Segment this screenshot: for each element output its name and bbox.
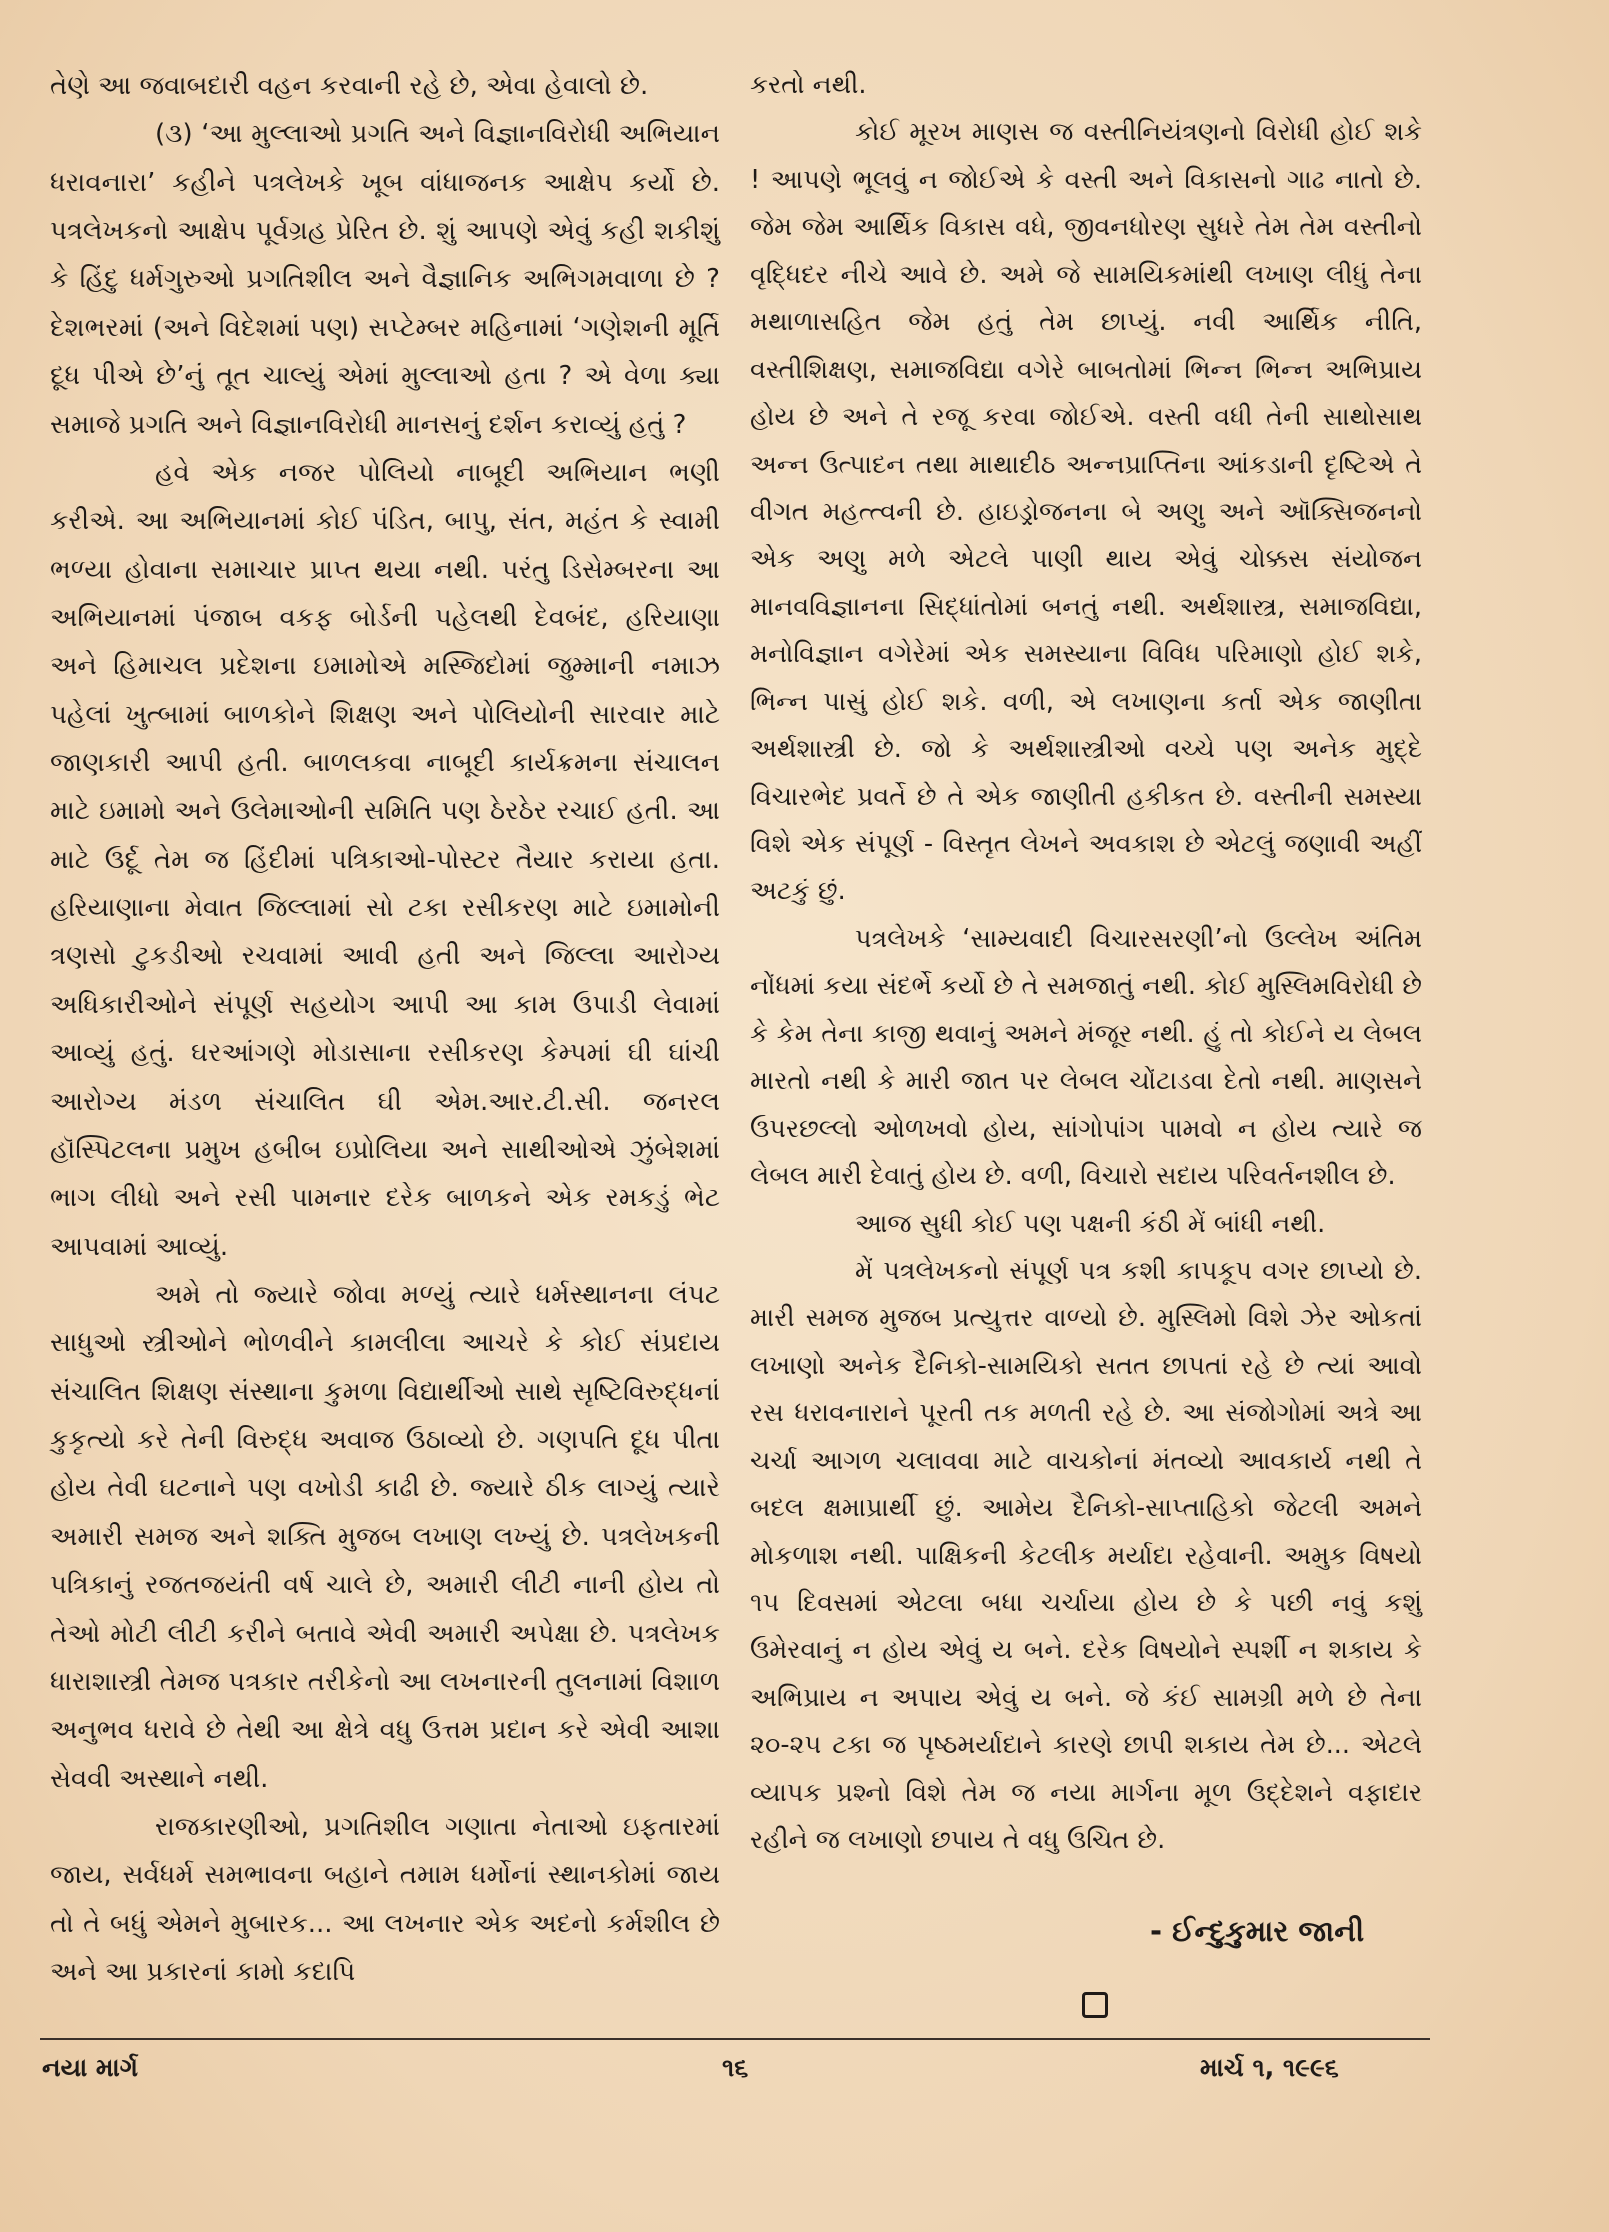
paragraph: અમે તો જ્યારે જોવા મળ્યું ત્યારે ધર્મસ્થાનના લંપટ સાધુઓ સ્ત્રીઓને ભોળવીને કામલીલા આચરે કે કોઈ સંપ્રદાય સંચાલિત શિક્ષણ સંસ્થાના કુમળા વિદ્યાર્થીઓ સાથે સૃષ્ટિવિરુદ્ધનાં કુકૃત્યો કરે તેની વિરુદ્ધ અવાજ ઉઠાવ્યો છે. ગણપતિ દૂધ પીતા હોય તેવી ઘટનાને પણ વખોડી કાઢી છે. જ્યારે ઠીક લાગ્યું ત્યારે અમારી સમજ અને શક્તિ મુજબ લખાણ લખ્યું છે. પત્રલેખકની પત્રિકાનું રજતજયંતી વર્ષ ચાલે છે, અમારી લીટી નાની હોય તો તેઓ મોટી લીટી કરીને બતાવે એવી અમારી અપેક્ષા છે. પત્રલેખક ધારાશાસ્ત્રી તેમજ પત્રકાર તરીકેનો આ લખનારની તુલનામાં વિશાળ અનુભવ ધરાવે છે તેથી આ ક્ષેત્રે વધુ ઉત્તમ પ્રદાન કરે એવી આશા સેવવી અસ્થાને નથી. <box>50 1279 720 1794</box>
footer-publication: નયા માર્ગ <box>42 2053 138 2082</box>
author-signature: - ઈન્દુકુમાર જાની <box>1150 1914 1365 1948</box>
end-mark-icon <box>1082 1992 1108 2018</box>
paragraph: હવે એક નજર પોલિયો નાબૂદી અભિયાન ભણી કરીએ. આ અભિયાનમાં કોઈ પંડિત, બાપુ, સંત, મહંત કે સ્વામી ભળ્યા હોવાના સમાચાર પ્રાપ્ત થયા નથી. પરંતુ ડિસેમ્બરના આ અભિયાનમાં પંજાબ વકફ બોર્ડની પહેલથી દેવબંદ, હરિયાણા અને હિમાચલ પ્રદેશના ઇમામોએ મસ્જિદોમાં જુમ્માની નમાઝ પહેલાં ખુત્બામાં બાળકોને શિક્ષણ અને પોલિયોની સારવાર માટે જાણકારી આપી હતી. બાળલકવા નાબૂદી કાર્યક્રમના સંચાલન માટે ઇમામો અને ઉલેમાઓની સમિતિ પણ ઠેરઠેર રચાઈ હતી. આ માટે ઉર્દૂ તેમ જ હિંદીમાં પત્રિકાઓ-પોસ્ટર તૈયાર કરાયા હતા. હરિયાણાના મેવાત જિલ્લામાં સો ટકા રસીકરણ માટે ઇમામોની ત્રણસો ટુકડીઓ રચવામાં આવી હતી અને જિલ્લા આરોગ્ય અધિકારીઓને સંપૂર્ણ સહયોગ આપી આ કામ ઉપાડી લેવામાં આવ્યું હતું. ઘરઆંગણે મોડાસાના રસીકરણ કેમ્પમાં ઘી ઘાંચી આરોગ્ય મંડળ સંચાલિત ઘી એમ.આર.ટી.સી. જનરલ હૉસ્પિટલના પ્રમુખ હબીબ ઇપ્રોલિયા અને સાથીઓએ ઝુંબેશમાં ભાગ લીધો અને રસી પામનાર દરેક બાળકને એક રમકડું ભેટ આપવામાં આવ્યું. <box>50 457 720 1262</box>
paragraph: રાજકારણીઓ, પ્રગતિશીલ ગણાતા નેતાઓ ઇફતારમાં જાય, સર્વધર્મ સમભાવના બહાને તમામ ધર્મોનાં સ્થાનકોમાં જાય તો તે બધું એમને મુબારક... આ લખનાર એક અદનો કર્મશીલ છે અને આ પ્રકારનાં કામો કદાપિ <box>50 1811 720 1988</box>
footer-date: માર્ચ ૧, ૧૯૯૬ <box>1200 2053 1339 2082</box>
paragraph: તેણે આ જવાબદારી વહન કરવાની રહે છે, એવા હેવાલો છે. <box>50 71 649 101</box>
paragraph: (૩) ‘આ મુલ્લાઓ પ્રગતિ અને વિજ્ઞાનવિરોધી અભિયાન ધરાવનારા’ કહીને પત્રલેખકે ખૂબ વાંધાજનક આક્ષેપ કર્યો છે. પત્રલેખકનો આક્ષેપ પૂર્વગ્રહ પ્રેરિત છે. શું આપણે એવું કહી શકીશું કે હિંદુ ધર્મગુરુઓ પ્રગતિશીલ અને વૈજ્ઞાનિક અભિગમવાળા છે ? દેશભરમાં (અને વિદેશમાં પણ) સપ્ટેમ્બર મહિનામાં ‘ગણેશની મૂર્તિ દૂધ પીએ છે’નું તૂત ચાલ્યું એમાં મુલ્લાઓ હતા ? એ વેળા ક્યા સમાજે પ્રગતિ અને વિજ્ઞાનવિરોધી માનસનું દર્શન કરાવ્યું હતું ? <box>50 119 720 440</box>
paragraph: કરતો નથી. <box>750 70 867 100</box>
paragraph: આજ સુધી કોઈ પણ પક્ષની કંઠી મેં બાંધી નથી. <box>855 1208 1326 1239</box>
footer-page-number: ૧૬ <box>722 2053 749 2082</box>
right-column <box>750 62 1422 1865</box>
paragraph: પત્રલેખકે ‘સામ્યવાદી વિચારસરણી’નો ઉલ્લેખ અંતિમ નોંધમાં કયા સંદર્ભે કર્યો છે તે સમજાતું નથી. કોઈ મુસ્લિમવિરોધી છે કે કેમ તેના કાજી થવાનું અમને મંજૂર નથી. હું તો કોઈને ય લેબલ મારતો નથી કે મારી જાત પર લેબલ ચોંટાડવા દેતો નથી. માણસને ઉપરછલ્લો ઓળખવો હોય, સાંગોપાંગ પામવો ન હોય ત્યારે જ લેબલ મારી દેવાતું હોય છે. વળી, વિચારો સદાય પરિવર્તનશીલ છે. <box>750 923 1422 1192</box>
paragraph: મેં પત્રલેખકનો સંપૂર્ણ પત્ર કશી કાપકૂપ વગર છાપ્યો છે. મારી સમજ મુજબ પ્રત્યુત્તર વાળ્યો છે. મુસ્લિમો વિશે ઝેર ઓકતાં લખાણો અનેક દૈનિકો-સામયિકો સતત છાપતાં રહે છે ત્યાં આવો રસ ધરાવનારાને પૂરતી તક મળતી રહે છે. આ સંજોગોમાં અત્રે આ ચર્ચા આગળ ચલાવવા માટે વાચકોનાં મંતવ્યો આવકાર્ય નથી તે બદલ ક્ષમાપ્રાર્થી છું. આમેય દૈનિકો-સાપ્તાહિકો જેટલી અમને મોકળાશ નથી. પાક્ષિકની કેટલીક મર્યાદા રહેવાની. અમુક વિષયો ૧૫ દિવસમાં એટલા બધા ચર્ચાયા હોય છે કે પછી નવું કશું ઉમેરવાનું ન હોય એવું ય બને. દરેક વિષયોને સ્પર્શી ન શકાય કે અભિપ્રાય ન અપાય એવું ય બને. જે કંઈ સામગ્રી મળે છે તેના ૨૦-૨૫ ટકા જ પૃષ્ઠમર્યાદાને કારણે છાપી શકાય તેમ છે... એટલે વ્યાપક પ્રશ્નો વિશે તેમ જ નયા માર્ગના મૂળ ઉદ્દેશને વફાદાર રહીને જ લખાણો છપાય તે વધુ ઉચિત છે. <box>750 1255 1422 1856</box>
left-column <box>50 62 720 1996</box>
footer-divider <box>40 2038 1430 2040</box>
paragraph: કોઈ મૂરખ માણસ જ વસ્તીનિયંત્રણનો વિરોધી હોઈ શકે ! આપણે ભૂલવું ન જોઈએ કે વસ્તી અને વિકાસનો ગાઢ નાતો છે. જેમ જેમ આર્થિક વિકાસ વધે, જીવનધોરણ સુધરે તેમ તેમ વસ્તીનો વૃદ્ધિદર નીચે આવે છે. અમે જે સામયિકમાંથી લખાણ લીધું તેના મથાળાસહિત જેમ હતું તેમ છાપ્યું. નવી આર્થિક નીતિ, વસ્તીશિક્ષણ, સમાજવિદ્યા વગેરે બાબતોમાં ભિન્ન ભિન્ન અભિપ્રાય હોય છે અને તે રજૂ કરવા જોઈએ. વસ્તી વધી તેની સાથોસાથ અન્ન ઉત્પાદન તથા માથાદીઠ અન્નપ્રાપ્તિના આંકડાની દૃષ્ટિએ તે વીગત મહત્ત્વની છે. હાઇડ્રોજનના બે અણુ અને ઑક્સિજનનો એક અણુ મળે એટલે પાણી થાય એવું ચોક્કસ સંયોજન માનવવિજ્ઞાનના સિદ્ધાંતોમાં બનતું નથી. અર્થશાસ્ત્ર, સમાજવિદ્યા, મનોવિજ્ઞાન વગેરેમાં એક સમસ્યાના વિવિધ પરિમાણો હોઈ શકે, ભિન્ન પાસું હોઈ શકે. વળી, એ લખાણના કર્તા એક જાણીતા અર્થશાસ્ત્રી છે. જો કે અર્થશાસ્ત્રીઓ વચ્ચે પણ અનેક મુદ્દે વિચારભેદ પ્રવર્તે છે તે એક જાણીતી હકીકત છે. વસ્તીની સમસ્યા વિશે એક સંપૂર્ણ - વિસ્તૃત લેખને અવકાશ છે એટલું જણાવી અહીં અટકું છું. <box>750 117 1422 907</box>
